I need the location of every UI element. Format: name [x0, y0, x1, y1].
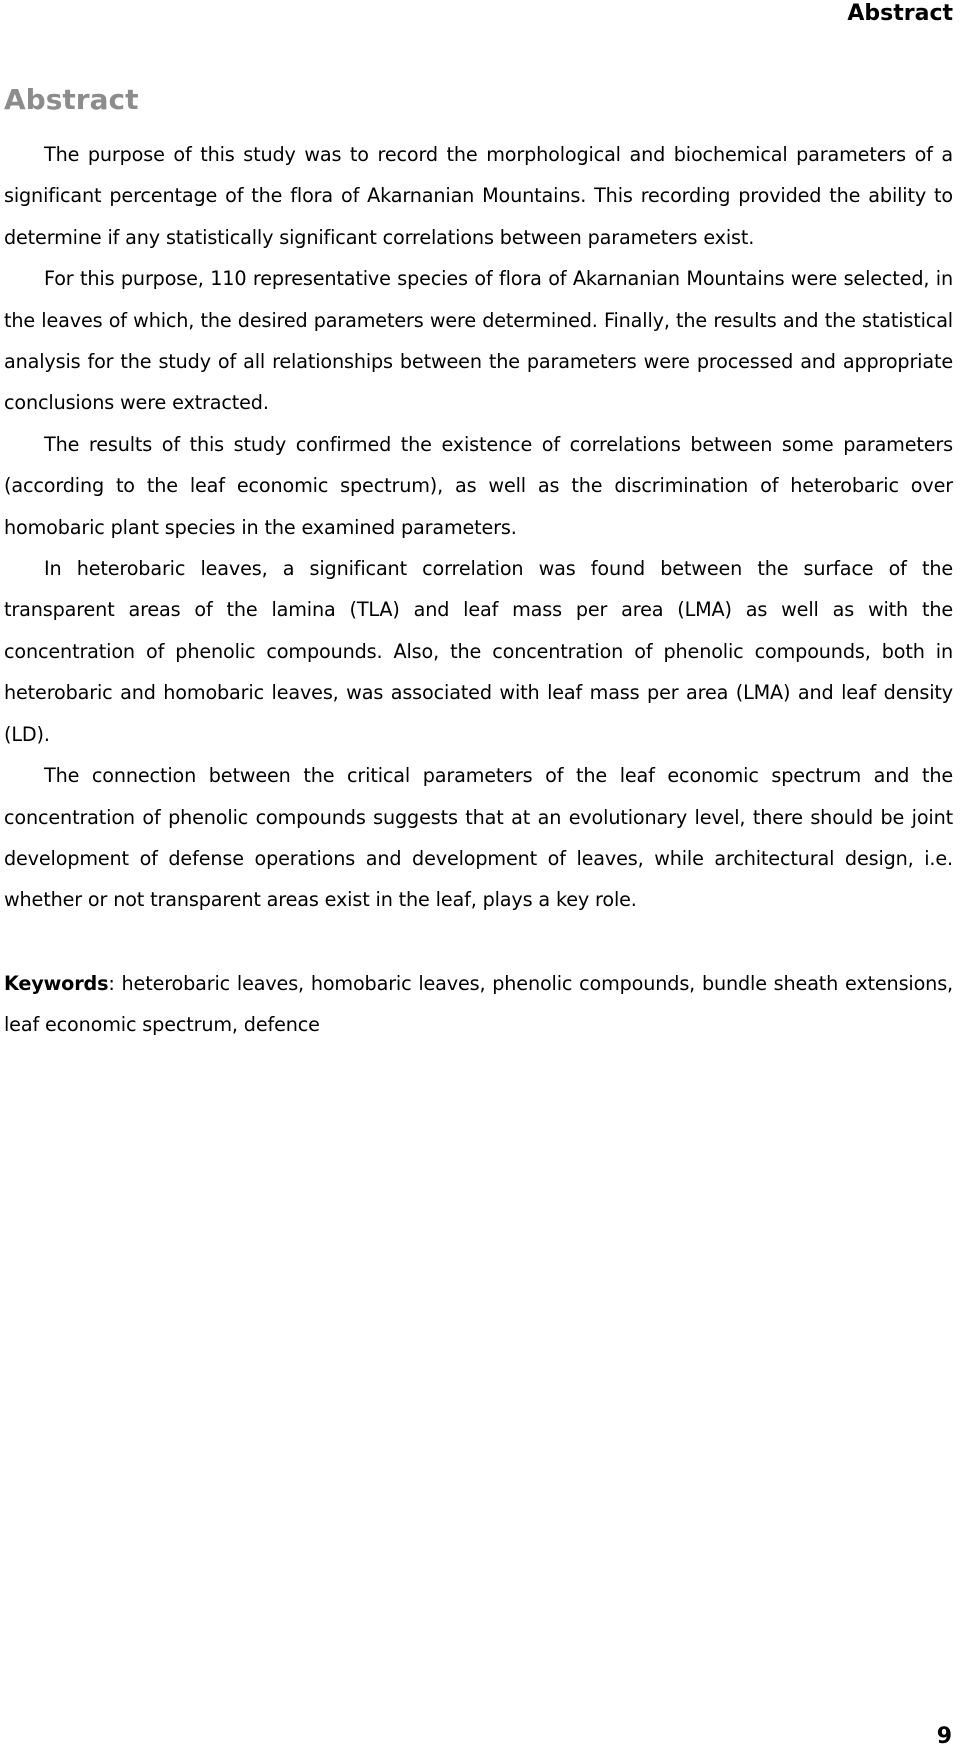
abstract-body	[4, 134, 953, 921]
keywords-line	[4, 963, 953, 1046]
keywords-label: Keywords	[4, 972, 109, 995]
paragraph: The connection between the critical parameters of the leaf economic spectrum and the concentration of phenolic compounds suggests that at an evolutionary level, there should be joint development of defense operations and development of leaves, while architectural design, i.e. whether or not transparent areas exist in the leaf, plays a key role.	[4, 764, 953, 912]
running-header-title: Abstract	[847, 1, 953, 26]
paragraph: For this purpose, 110 representative species of flora of Akarnanian Mountains were selected, in the leaves of which, the desired parameters were determined. Finally, the results and the statistical analysis for the study of all relationships between the parameters were processed and appropriate conclusions were extracted.	[4, 267, 953, 415]
paragraph: In heterobaric leaves, a significant correlation was found between the surface of the transparent areas of the lamina (TLA) and leaf mass per area (LMA) as well as with the concentration of phenolic compounds. Also, the concentration of phenolic compounds, both in heterobaric and homobaric leaves, was associated with leaf mass per area (LMA) and leaf density (LD).	[4, 557, 953, 746]
page-number: 9	[936, 1724, 952, 1749]
paragraph: The results of this study confirmed the existence of correlations between some parameters (according to the leaf economic spectrum), as well as the discrimination of heterobaric over homobaric plant species in the examined parameters.	[4, 432, 953, 539]
section-title: Abstract	[4, 83, 139, 116]
keywords-list: : heterobaric leaves, homobaric leaves, phenolic compounds, bundle sheath extensions, leaf economic spectrum, defence	[4, 972, 953, 1037]
paragraph: The purpose of this study was to record the morphological and biochemical parameters of a significant percentage of the flora of Akarnanian Mountains. This recording provided the ability to determine if any statistically significant correlations between parameters exist.	[4, 143, 953, 249]
